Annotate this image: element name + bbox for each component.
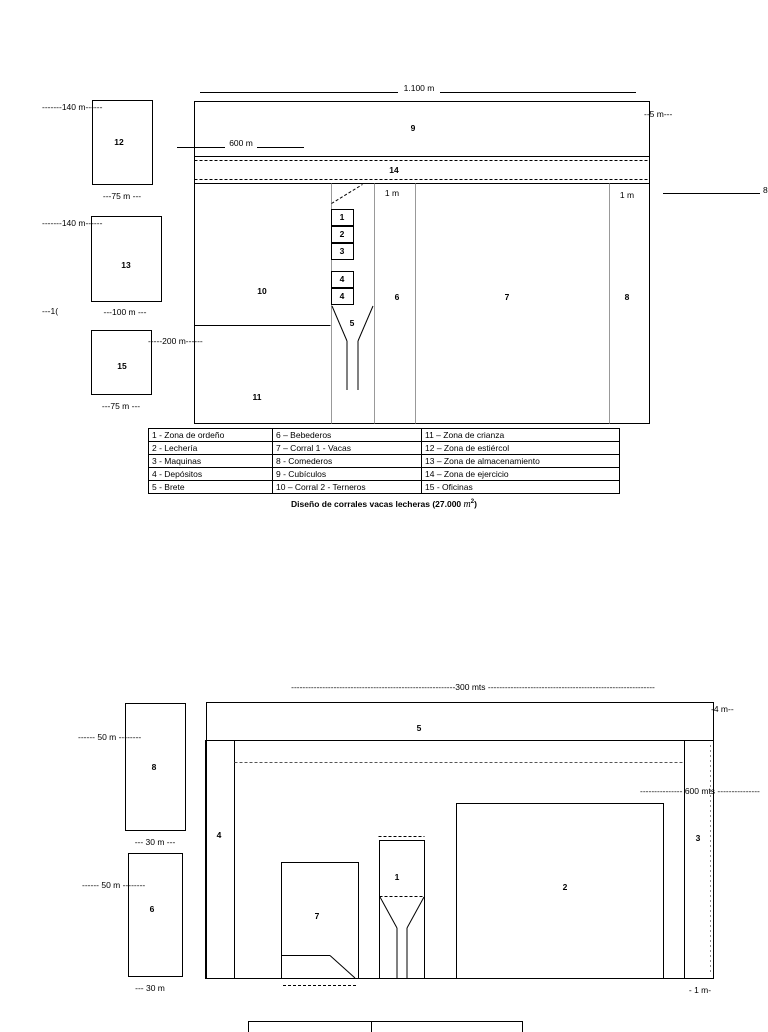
zone-label-1: 1: [339, 212, 345, 222]
legend-cell: 15 - Oficinas: [422, 481, 620, 494]
legend-cell: 6 – Bebederos: [273, 429, 422, 442]
zone-9-rect: [195, 102, 650, 157]
d2-zone-label-1: 1: [394, 872, 400, 882]
dim-top-length: 1.100 m: [403, 83, 435, 93]
zone-label-4a: 4: [339, 274, 345, 284]
legend-cell: 7 – Corral 1 - Vacas: [273, 442, 422, 455]
zone-label-6: 6: [394, 292, 400, 302]
legend-cell: 2 - Lechería: [149, 442, 273, 455]
table-row: [149, 429, 620, 442]
zone-label-5: 5: [349, 318, 355, 328]
diagram-2-labels: [78, 682, 760, 995]
caption-unit: m: [463, 499, 471, 510]
table-row: [149, 468, 620, 481]
main-corral-rect: [195, 184, 650, 424]
dim-box12-width: ---75 m ---: [102, 191, 142, 201]
caption-close: ): [474, 499, 477, 509]
table-row: [149, 442, 620, 455]
dim-gap-right: 1 m: [619, 190, 635, 200]
d2-zone-label-7: 7: [314, 911, 320, 921]
dim-box13-height: -------140 m------: [42, 218, 103, 228]
legend-cell: 11 – Zona de crianza: [422, 429, 620, 442]
d2-dim-box8-width: --- 30 m ---: [134, 837, 176, 847]
zone-label-14: 14: [389, 165, 399, 175]
zone-label-7: 7: [504, 292, 510, 302]
zone-label-12: 12: [114, 137, 124, 147]
zone-label-4b: 4: [339, 291, 345, 301]
zone-label-11: 11: [252, 392, 262, 402]
d2-dim-box6-height: ------ 50 m --------: [82, 880, 146, 890]
d2-zone-label-2: 2: [562, 882, 568, 892]
zone-label-15: 15: [117, 361, 127, 371]
dim-box13-width: ---100 m ---: [103, 307, 147, 317]
zone-label-2: 2: [339, 229, 345, 239]
caption-text: Diseño de corrales vacas lecheras (27.000: [291, 499, 464, 509]
zone-6-rect-d2: [129, 854, 183, 977]
legend-cell: 13 – Zona de almacenamiento: [422, 455, 620, 468]
dim-600: 600 m: [229, 138, 253, 148]
table-row: [149, 455, 620, 468]
bottom-table-edge: [248, 1021, 523, 1032]
zone-2-rect-d2: [457, 804, 664, 979]
dim-gap-left: 1 m: [384, 188, 400, 198]
dim-top-right: --5 m---: [644, 109, 673, 119]
dim-right-8: 8: [763, 185, 768, 195]
d2-dim-box8-height: ------ 50 m --------: [78, 732, 142, 742]
diagram-caption: [148, 499, 620, 510]
legend-cell: 1 - Zona de ordeño: [149, 429, 273, 442]
d2-dim-right-600: --------------- 600 mts ---------------: [640, 786, 760, 796]
zone-label-9: 9: [410, 123, 416, 133]
legend-cell: 3 - Maquinas: [149, 455, 273, 468]
zone-5-rect-d2: [207, 703, 714, 741]
d2-zone-label-5: 5: [416, 723, 422, 733]
d2-zone-label-4: 4: [216, 830, 222, 840]
zone-13-rect: [92, 217, 162, 302]
zone-label-8: 8: [624, 292, 630, 302]
dim-box12-height: -------140 m------: [42, 102, 103, 112]
zone-1-rect-d2: [380, 841, 425, 979]
zone-label-3: 3: [339, 246, 345, 256]
dim-box15-height: -----200 m------: [148, 336, 203, 346]
zone-legend-table: [148, 428, 620, 494]
d2-zone-label-8: 8: [151, 762, 157, 772]
legend-cell: 9 - Cubículos: [273, 468, 422, 481]
zone-label-10: 10: [257, 286, 267, 296]
d2-zone-label-3: 3: [695, 833, 701, 843]
diagram-1-labels: [42, 83, 768, 411]
diagram-1: [92, 93, 761, 424]
d2-dim-top-length: ----------------------------------------------------------300 mts -----------------------------------------------------------: [291, 682, 655, 692]
caption-sup: 2: [470, 499, 475, 506]
diagram-2: [126, 703, 714, 986]
d2-zone-label-6: 6: [149, 904, 155, 914]
zone-label-13: 13: [121, 260, 131, 270]
legend-cell: 4 - Depósitos: [149, 468, 273, 481]
legend-cell: 10 – Corral 2 - Terneros: [273, 481, 422, 494]
d2-dim-box6-width: --- 30 m: [135, 983, 165, 993]
legend-cell: 12 – Zona de estiércol: [422, 442, 620, 455]
dim-left-cut: ---1(: [42, 306, 59, 316]
table-row: [149, 481, 620, 494]
d2-dim-bottom-right: - 1 m-: [688, 985, 712, 995]
legend-cell: 14 – Zona de ejercicio: [422, 468, 620, 481]
legend-cell: 5 - Brete: [149, 481, 273, 494]
d2-dim-top-right: -4 m--: [711, 704, 734, 714]
legend-cell: 8 - Comederos: [273, 455, 422, 468]
dim-box15-width: ---75 m ---: [101, 401, 141, 411]
zone-7-rect-d2: [282, 863, 359, 979]
